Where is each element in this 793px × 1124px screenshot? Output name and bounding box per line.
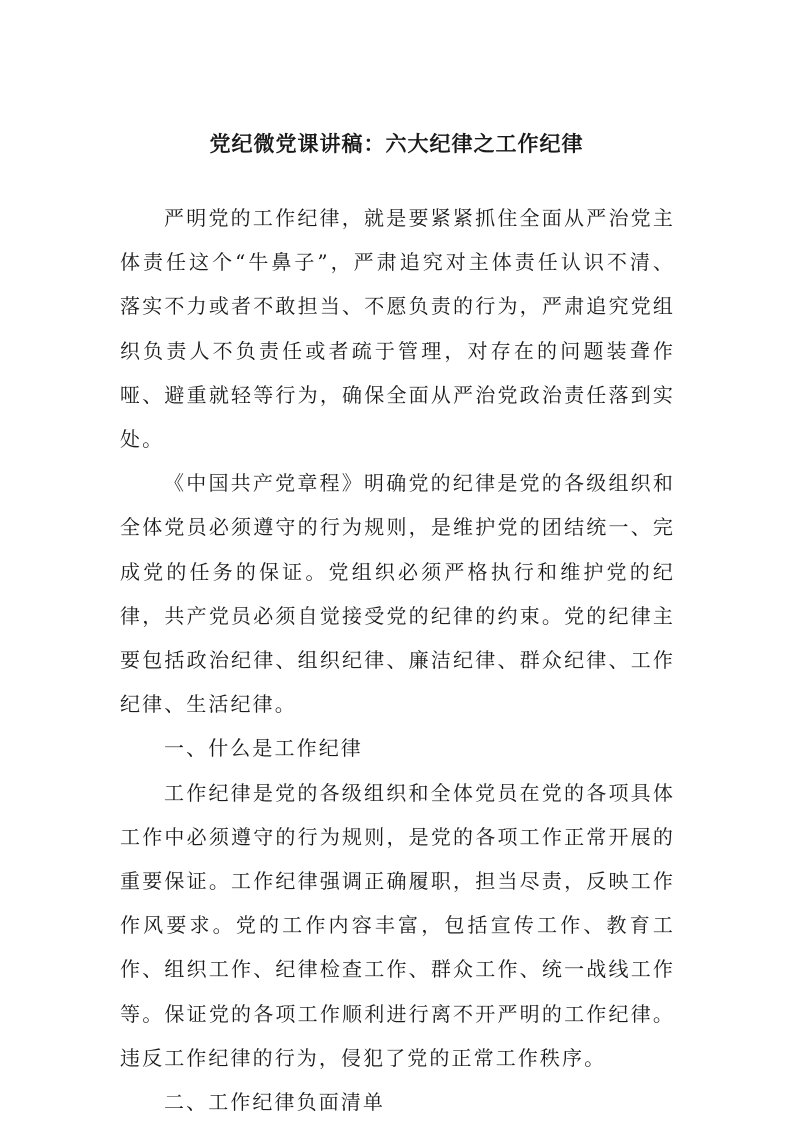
document-body (120, 196, 675, 1124)
section-heading-negative-list: 二、工作纪律负面清单 (164, 1090, 385, 1115)
document-title: 党纪微党课讲稿：六大纪律之工作纪律 (209, 131, 584, 156)
section-heading-what-is-work-discipline: 一、什么是工作纪律 (164, 736, 363, 761)
paragraph-party-constitution: 《中国共产党章程》明确党的纪律是党的各级组织和全体党员必须遵守的行为规则，是维护党的团结统一、完成党的任务的保证。党组织必须严格执行和维护党的纪律，共产党员必须自觉接受党的纪律的约束。党的纪律主要包括政治纪律、组织纪律、廉洁纪律、群众纪律、工作纪律、生活纪律。 (120, 471, 675, 717)
paragraph-work-discipline-intro: 严明党的工作纪律，就是要紧紧抓住全面从严治党主体责任这个“牛鼻子”，严肃追究对主体责任认识不清、落实不力或者不敢担当、不愿负责的行为，严肃追究党组织负责人不负责任或者疏于管理，对存在的问题装聋作哑、避重就轻等行为，确保全面从严治党政治责任落到实处。 (120, 206, 675, 452)
paragraph-work-discipline-definition: 工作纪律是党的各级组织和全体党员在党的各项具体工作中必须遵守的行为规则，是党的各项工作正常开展的重要保证。工作纪律强调正确履职，担当尽责，反映工作作风要求。党的工作内容丰富，包括宣传工作、教育工作、组织工作、纪律检查工作、群众工作、统一战线工作等。保证党的各项工作顺利进行离不开严明的工作纪律。违反工作纪律的行为，侵犯了党的正常工作秩序。 (120, 780, 675, 1070)
